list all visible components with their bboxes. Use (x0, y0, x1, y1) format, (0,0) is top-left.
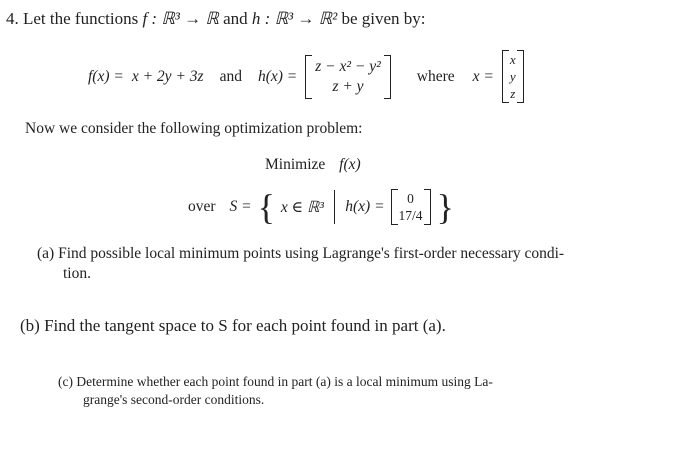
f-definition-right: x + 2y + 3z (131, 67, 204, 85)
x-vector-eq: x = (472, 67, 494, 85)
minimize-expr: f(x) (339, 156, 361, 173)
x-row-2: y (509, 69, 516, 84)
set-separator (334, 190, 335, 224)
x-row-1: x (509, 52, 516, 67)
part-c-line-1: (c) Determine whether each point found in part (a) is a local minimum using La- (58, 374, 493, 389)
set-value-matrix (391, 189, 431, 225)
set-value-1: 0 (407, 191, 414, 206)
intro-and: and (223, 9, 248, 28)
problem-number: 4. (6, 9, 19, 28)
x-vector-matrix (502, 50, 524, 103)
constraint-set-line (188, 189, 454, 225)
part-a-line-1: (a) Find possible local minimum points using Lagrange's first-order necessary condi- (37, 245, 565, 262)
definitions-line (88, 50, 524, 103)
f-map: f : ℝ³ → ℝ (142, 9, 219, 28)
consider-text: Now we consider the following optimization problem: (25, 120, 363, 137)
problem-intro (6, 9, 426, 29)
intro-suffix: be given by: (341, 9, 426, 28)
part-c-line-2: grange's second-order conditions. (83, 392, 265, 407)
part-a-line-2: tion. (63, 265, 91, 282)
h-matrix (305, 55, 391, 99)
set-element: x ∈ ℝ³ (280, 198, 324, 216)
set-condition: h(x) = (345, 198, 385, 215)
minimize-label: Minimize (265, 156, 326, 173)
f-definition-left: f(x) = (88, 67, 124, 85)
right-brace: } (436, 187, 454, 227)
over-label: over (188, 198, 216, 215)
h-row-2: z + y (332, 77, 364, 95)
h-map: h : ℝ³ → ℝ² (251, 9, 338, 28)
definitions-and: and (219, 67, 242, 85)
h-row-1: z − x² − y² (315, 57, 381, 75)
set-value-2: 17/4 (398, 208, 423, 223)
part-b-line: (b) Find the tangent space to S for each point found in part (a). (20, 316, 446, 335)
minimize-line (265, 156, 361, 174)
x-row-3: z (510, 86, 516, 101)
h-definition-left: h(x) = (257, 67, 298, 85)
intro-prefix: Let the functions (23, 9, 139, 28)
left-brace: { (257, 187, 275, 227)
where-label: where (416, 67, 455, 85)
set-name: S = (229, 198, 252, 215)
